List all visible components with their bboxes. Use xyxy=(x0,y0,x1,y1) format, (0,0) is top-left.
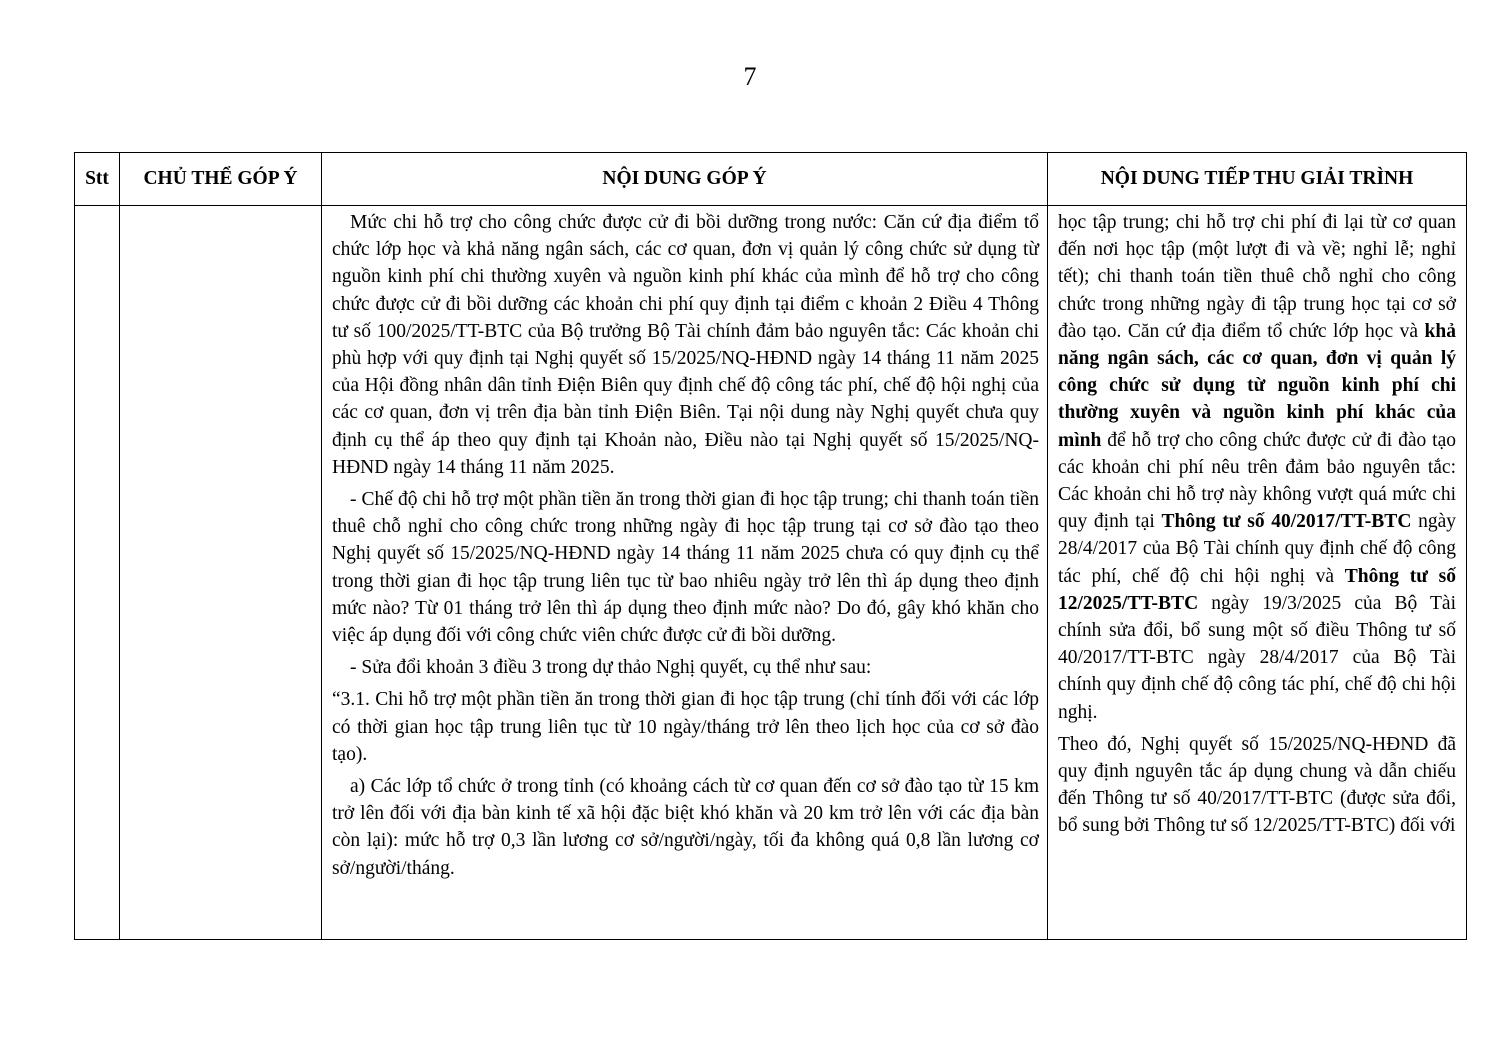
response-paragraph-1 xyxy=(1058,209,1456,726)
cell-response xyxy=(1048,206,1467,940)
response-bold-circular-12: Thông tư số 12/2025/TT-BTC xyxy=(1058,565,1456,614)
cell-content xyxy=(322,206,1048,940)
header-row xyxy=(75,153,1467,206)
feedback-table xyxy=(74,152,1467,940)
content-paragraph-2: - Chế độ chi hỗ trợ một phần tiền ăn trong thời gian đi học tập trung; chi thanh toán tiền thuê chỗ nghỉ cho công chức trong những ngày đi học tập trung tại cơ sở đào tạo theo Nghị quyết số 15/2025/NQ-HĐND ngày 14 tháng 11 năm 2025 chưa có quy định cụ thể trong thời gian đi học tập trung liên tục từ bao nhiêu ngày trở lên thì áp dụng theo định mức nào? Từ 01 tháng trở lên thì áp dụng theo định mức nào? Do đó, gây khó khăn cho việc áp dụng đối với công chức viên chức được cử đi bồi dưỡng. xyxy=(332,489,1039,647)
content-paragraph-3: - Sửa đổi khoản 3 điều 3 trong dự thảo Nghị quyết, cụ thể như sau: xyxy=(350,657,872,679)
content-paragraph-1: Mức chi hỗ trợ cho công chức được cử đi bồi dưỡng trong nước: Căn cứ địa điểm tổ chức lớp học và khả năng ngân sách, các cơ quan, đơn vị quản lý công chức sử dụng từ nguồn kinh phí chi thường xuyên và nguồn kinh phí khác của mình để hỗ trợ cho công chức được cử đi bồi dưỡng các khoản chi phí quy định tại điểm c khoản 2 Điều 4 Thông tư số 100/2025/TT-BTC của Bộ trưởng Bộ Tài chính đảm bảo nguyên tắc: Các khoản chi phù hợp với quy định tại Nghị quyết số 15/2025/NQ-HĐND ngày 14 tháng 11 năm 2025 của Hội đồng nhân dân tỉnh Điện Biên quy định chế độ công tác phí, chế độ hội nghị của các cơ quan, đơn vị trên địa bàn tỉnh Điện Biên. Tại nội dung này Nghị quyết chưa quy định cụ thể áp theo quy định tại Khoản nào, Điều nào tại Nghị quyết số 15/2025/NQ-HĐND ngày 14 tháng 11 năm 2025. xyxy=(332,212,1039,478)
response-bold-circular-40: Thông tư số 40/2017/TT-BTC xyxy=(1161,511,1412,533)
response-text-1e: ngày 28/4/2017 của Bộ Tài chính quy định chế độ công tác phí, chế độ chi hội nghị và xyxy=(1058,511,1456,587)
header-response: NỘI DUNG TIẾP THU GIẢI TRÌNH xyxy=(1048,153,1467,206)
response-bold-budget: khả năng ngân sách, các cơ quan, đơn vị quản lý công chức sử dụng từ nguồn kinh phí chi thường xuyên và nguồn kinh phí khác của mình xyxy=(1058,320,1456,451)
content-paragraph-4: “3.1. Chi hỗ trợ một phần tiền ăn trong thời gian đi học tập trung (chỉ tính đối với các lớp có thời gian học tập trung liên tục từ 10 ngày/tháng trở lên theo lịch học của cơ sở đào tạo). xyxy=(332,689,1039,765)
cell-stt xyxy=(75,206,120,940)
response-text-1g: ngày 19/3/2025 của Bộ Tài chính sửa đổi, bổ sung một số điều Thông tư số 40/2017/TT-BTC ngày 28/4/2017 của Bộ Tài chính quy định chế độ công tác phí, chế độ chi hội nghị. xyxy=(1058,592,1456,723)
header-subject: CHỦ THỂ GÓP Ý xyxy=(120,153,322,206)
response-text-1a: học tập trung; chi hỗ trợ chi phí đi lại từ cơ quan đến nơi học tập (một lượt đi và về; nghỉ lễ; nghỉ tết); chi thanh toán tiền thuê chỗ nghỉ cho công chức trong những ngày đi tập trung học tại cơ sở đào tạo. Căn cứ địa điểm tổ chức lớp học và xyxy=(1058,212,1456,342)
header-stt: Stt xyxy=(75,153,120,206)
response-paragraph-2: Theo đó, Nghị quyết số 15/2025/NQ-HĐND đã quy định nguyên tắc áp dụng chung và dẫn chiếu đến Thông tư số 40/2017/TT-BTC (được sửa đổi, bổ sung bởi Thông tư số 12/2025/TT-BTC) đối với xyxy=(1058,733,1456,837)
header-content: NỘI DUNG GÓP Ý xyxy=(322,153,1048,206)
page-number: 7 xyxy=(743,62,757,91)
response-text-1c: để hỗ trợ cho công chức được cử đi đào tạo các khoản chi phí nêu trên đảm bảo nguyên tắc: Các khoản chi hỗ trợ này không vượt quá mức chi quy định tại xyxy=(1058,429,1456,533)
content-paragraph-5: a) Các lớp tổ chức ở trong tỉnh (có khoảng cách từ cơ quan đến cơ sở đào tạo từ 15 km trở lên đối với địa bàn kinh tế xã hội đặc biệt khó khăn và 20 km trở lên với các địa bàn còn lại): mức hỗ trợ 0,3 lần lương cơ sở/người/ngày, tối đa không quá 0,8 lần lương cơ sở/người/tháng. xyxy=(332,776,1039,879)
cell-subject xyxy=(120,206,322,940)
table-row xyxy=(75,206,1467,940)
